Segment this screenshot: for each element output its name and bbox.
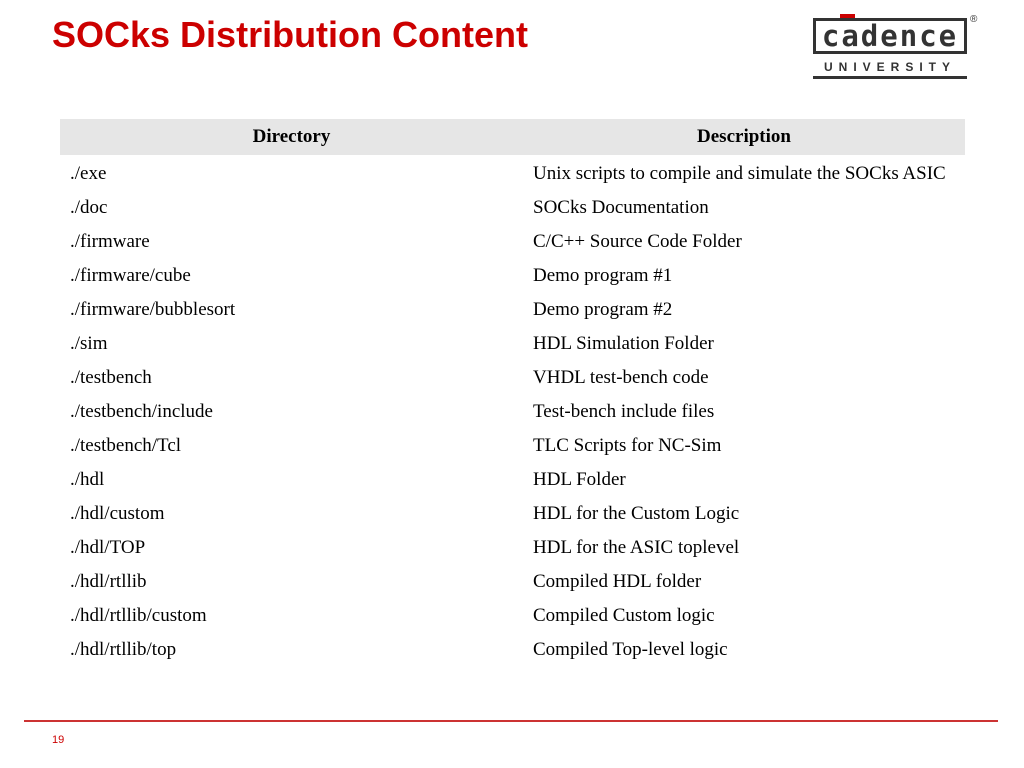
description-cell: HDL for the ASIC toplevel [533,537,740,558]
directory-cell: ./testbench [70,367,152,388]
directory-cell: ./firmware [70,231,150,252]
description-cell: Compiled Top-level logic [533,639,728,660]
table-row [60,563,965,597]
directory-cell: ./hdl/custom [70,503,165,524]
table-row [60,291,965,325]
description-cell: Compiled Custom logic [533,605,715,626]
table-row [60,223,965,257]
page-number: 19 [52,734,65,746]
table-row [60,189,965,223]
description-cell: TLC Scripts for NC-Sim [533,435,722,456]
description-cell: Unix scripts to compile and simulate the SOCks ASIC [533,163,946,184]
table-row [60,495,965,529]
cadence-university-logo [813,14,981,80]
directory-cell: ./hdl/rtllib [70,571,147,592]
directory-cell: ./doc [70,197,108,218]
directory-cell: ./exe [70,163,107,184]
table-row [60,529,965,563]
directory-cell: ./hdl/TOP [70,537,146,558]
directory-cell: ./hdl/rtllib/top [70,639,177,660]
table-row [60,427,965,461]
table-row [60,325,965,359]
directory-cell: ./hdl [70,469,105,490]
description-cell: SOCks Documentation [533,197,709,218]
slide-title: SOCks Distribution Content [52,14,528,55]
registered-mark: ® [970,14,978,25]
table-body [60,155,965,665]
description-cell: C/C++ Source Code Folder [533,231,742,252]
header-directory: Directory [60,119,523,155]
directory-cell: ./testbench/include [70,401,213,422]
description-cell: Compiled HDL folder [533,571,702,592]
directory-cell: ./firmware/bubblesort [70,299,236,320]
header-description: Description [523,119,965,155]
description-cell: Demo program #1 [533,265,673,286]
directory-table [60,119,965,665]
table-row [60,631,965,665]
description-cell: HDL Folder [533,469,626,490]
description-cell: HDL Simulation Folder [533,333,714,354]
directory-cell: ./testbench/Tcl [70,435,182,456]
table-row [60,359,965,393]
table-row [60,155,965,189]
logo-subtitle: UNIVERSITY [813,58,967,79]
footer-divider [24,720,998,722]
table-row [60,393,965,427]
description-cell: VHDL test-bench code [533,367,709,388]
directory-cell: ./sim [70,333,108,354]
logo-wordmark: cadence [813,18,967,54]
directory-cell: ./firmware/cube [70,265,191,286]
description-cell: HDL for the Custom Logic [533,503,740,524]
table-row [60,597,965,631]
description-cell: Test-bench include files [533,401,715,422]
table-row [60,257,965,291]
table-header-row [60,119,965,155]
table-row [60,461,965,495]
description-cell: Demo program #2 [533,299,673,320]
directory-cell: ./hdl/rtllib/custom [70,605,207,626]
